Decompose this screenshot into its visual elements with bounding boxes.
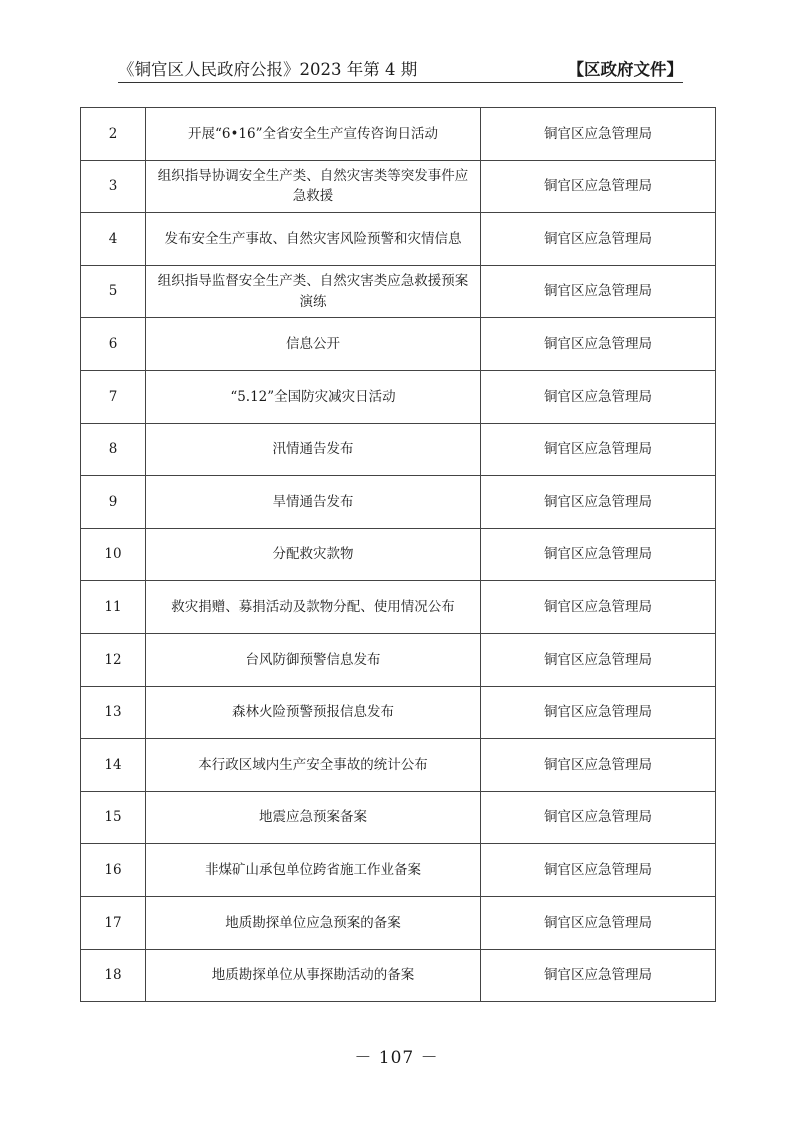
- row-number-cell: 8: [81, 423, 146, 476]
- row-number-cell: 7: [81, 370, 146, 423]
- item-cell: 发布安全生产事故、自然灾害风险预警和灾情信息: [146, 213, 481, 266]
- item-cell: 汛情通告发布: [146, 423, 481, 476]
- table-row: [81, 108, 716, 161]
- table-row: [81, 791, 716, 844]
- table-row: [81, 213, 716, 266]
- item-cell: 信息公开: [146, 318, 481, 371]
- publication-title: 《铜官区人民政府公报》2023 年第 4 期: [118, 60, 418, 79]
- table-row: [81, 581, 716, 634]
- department-cell: 铜官区应急管理局: [481, 318, 716, 371]
- item-cell: 救灾捐赠、募捐活动及款物分配、使用情况公布: [146, 581, 481, 634]
- department-cell: 铜官区应急管理局: [481, 528, 716, 581]
- row-number-cell: 16: [81, 844, 146, 897]
- table-row: [81, 265, 716, 318]
- item-cell: 分配救灾款物: [146, 528, 481, 581]
- table-row: [81, 476, 716, 529]
- department-cell: 铜官区应急管理局: [481, 265, 716, 318]
- row-number-cell: 11: [81, 581, 146, 634]
- department-cell: 铜官区应急管理局: [481, 633, 716, 686]
- table-row: [81, 686, 716, 739]
- row-number-cell: 15: [81, 791, 146, 844]
- header-divider: [118, 82, 683, 83]
- item-cell: 地质勘探单位应急预案的备案: [146, 896, 481, 949]
- page-header: [118, 52, 683, 82]
- department-cell: 铜官区应急管理局: [481, 844, 716, 897]
- item-cell: 森林火险预警预报信息发布: [146, 686, 481, 739]
- item-cell: 台风防御预警信息发布: [146, 633, 481, 686]
- row-number-cell: 18: [81, 949, 146, 1002]
- department-cell: 铜官区应急管理局: [481, 423, 716, 476]
- row-number-cell: 6: [81, 318, 146, 371]
- row-number-cell: 2: [81, 108, 146, 161]
- item-cell: 非煤矿山承包单位跨省施工作业备案: [146, 844, 481, 897]
- row-number-cell: 3: [81, 160, 146, 213]
- item-cell: 本行政区域内生产安全事故的统计公布: [146, 739, 481, 792]
- table-row: [81, 423, 716, 476]
- items-table-body: [81, 108, 716, 1002]
- item-cell: 地震应急预案备案: [146, 791, 481, 844]
- department-cell: 铜官区应急管理局: [481, 213, 716, 266]
- item-cell: “5.12”全国防灾减灾日活动: [146, 370, 481, 423]
- department-cell: 铜官区应急管理局: [481, 108, 716, 161]
- item-cell: 组织指导协调安全生产类、自然灾害类等突发事件应急救援: [146, 160, 481, 213]
- row-number-cell: 9: [81, 476, 146, 529]
- table-row: [81, 160, 716, 213]
- row-number-cell: 13: [81, 686, 146, 739]
- table-row: [81, 370, 716, 423]
- item-cell: 开展“6•16”全省安全生产宣传咨询日活动: [146, 108, 481, 161]
- table-row: [81, 896, 716, 949]
- department-cell: 铜官区应急管理局: [481, 739, 716, 792]
- row-number-cell: 4: [81, 213, 146, 266]
- department-cell: 铜官区应急管理局: [481, 581, 716, 634]
- table-row: [81, 633, 716, 686]
- page-number: － 107 －: [354, 1048, 439, 1068]
- row-number-cell: 12: [81, 633, 146, 686]
- row-number-cell: 5: [81, 265, 146, 318]
- table-row: [81, 739, 716, 792]
- item-cell: 组织指导监督安全生产类、自然灾害类应急救援预案演练: [146, 265, 481, 318]
- department-cell: 铜官区应急管理局: [481, 896, 716, 949]
- department-cell: 铜官区应急管理局: [481, 160, 716, 213]
- department-cell: 铜官区应急管理局: [481, 686, 716, 739]
- table-row: [81, 949, 716, 1002]
- row-number-cell: 14: [81, 739, 146, 792]
- table-row: [81, 844, 716, 897]
- item-cell: 地质勘探单位从事探勘活动的备案: [146, 949, 481, 1002]
- department-cell: 铜官区应急管理局: [481, 791, 716, 844]
- items-table: [80, 107, 716, 1002]
- department-cell: 铜官区应急管理局: [481, 949, 716, 1002]
- item-cell: 旱情通告发布: [146, 476, 481, 529]
- section-label: 【区政府文件】: [567, 60, 683, 79]
- table-row: [81, 318, 716, 371]
- table-row: [81, 528, 716, 581]
- row-number-cell: 17: [81, 896, 146, 949]
- department-cell: 铜官区应急管理局: [481, 370, 716, 423]
- row-number-cell: 10: [81, 528, 146, 581]
- department-cell: 铜官区应急管理局: [481, 476, 716, 529]
